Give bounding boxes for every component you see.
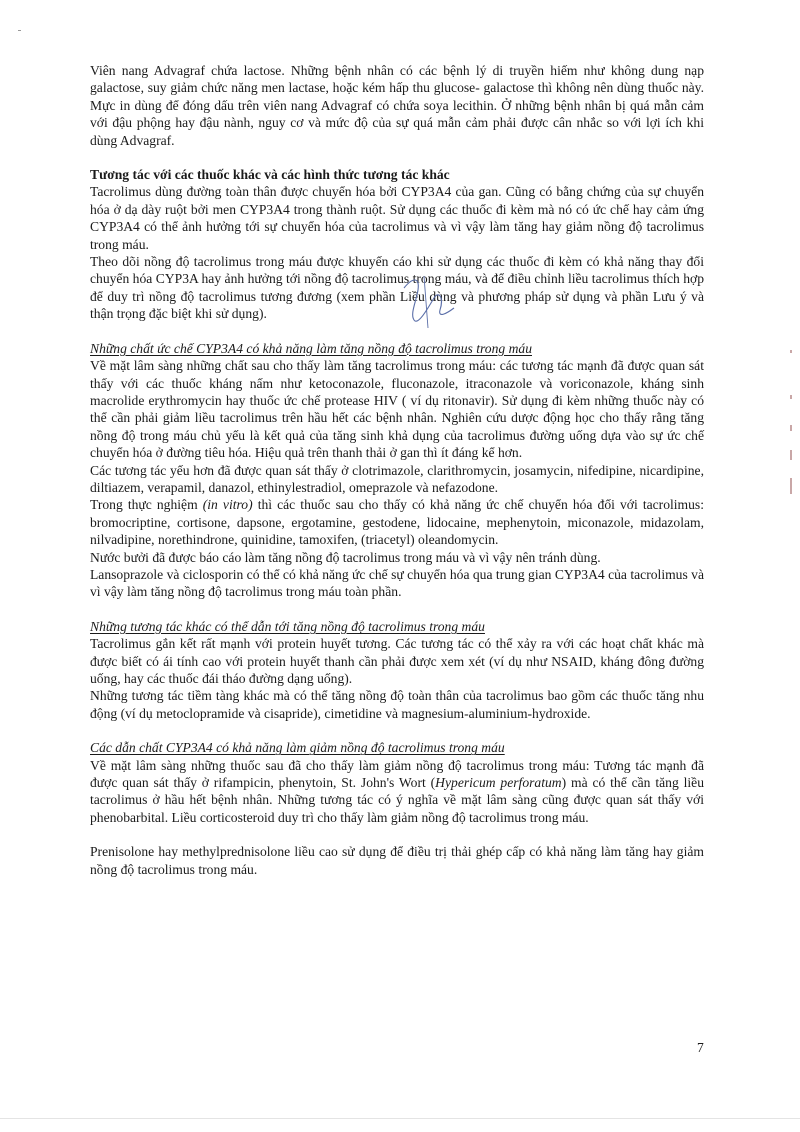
text: thì các thuốc sau cho thấy có khả năng ức chế chuyển hóa đối với tacrolimus: bromocriptine, cortisone, dapsone, ergotamine, gestodene, lidocaine, mephenytoin, miconazole, midazolam, nilvadipine, norethindrone, quinidine, tamoxifen, (triacetyl) oleandomycin. bbox=[90, 497, 704, 548]
subheading-cyp3a4-inducers: Các dẫn chất CYP3A4 có khả năng làm giảm nồng độ tacrolimus trong máu bbox=[90, 740, 505, 756]
scan-artifact bbox=[790, 395, 792, 399]
closing-paragraph: Prenisolone hay methylprednisolone liều cao sử dụng để điều trị thải ghép cấp có khả năng làm tăng hay giảm nồng độ tacrolimus trong máu. bbox=[90, 844, 704, 877]
hypericum-italic: Hypericum perforatum bbox=[435, 775, 562, 791]
subheading-cyp3a4-inhibitors: Những chất ức chế CYP3A4 có khả năng làm tăng nồng độ tacrolimus trong máu bbox=[90, 340, 532, 356]
scan-artifact bbox=[790, 425, 792, 431]
paragraph: Tacrolimus dùng đường toàn thân được chuyển hóa bởi CYP3A4 của gan. Cũng có bằng chứng của sự chuyển hóa ở dạ dày ruột bởi men CYP3A4 trong thành ruột. Sử dụng các thuốc đi kèm mà nó có ức chế hay cảm ứng CYP3A4 có thể ảnh hưởng tới sự chuyển hóa của tacrolimus và vì vậy làm tăng hay giảm nồng độ tacrolimus trong máu. bbox=[90, 184, 704, 252]
section-heading-interactions: Tương tác với các thuốc khác và các hình thức tương tác khác bbox=[90, 167, 450, 183]
in-vitro-italic: (in vitro) bbox=[202, 497, 253, 513]
paragraph: Theo dõi nồng độ tacrolimus trong máu được khuyến cáo khi sử dụng các thuốc đi kèm có khả năng thay đổi chuyển hóa CYP3A hay ảnh hưởng tới nồng độ tacrolimus trong máu, và để điều chỉnh liều tacrolimus thích hợp để duy trì nồng độ tacrolimus tương đương (xem phần Liều dùng và phương pháp sử dụng và phần Lưu ý và thận trọng đặc biệt khi sử dụng). bbox=[90, 254, 704, 322]
paragraph-inducers bbox=[90, 757, 704, 827]
paragraph: Về mặt lâm sàng những chất sau cho thấy làm tăng tacrolimus trong máu: các tương tác mạnh đã được quan sát thấy với các thuốc kháng nấm như ketoconazole, fluconazole, itraconazole và voriconazole, kháng sinh macrolide erythromycin hay thuốc ức chế protease HIV ( ví dụ ritonavir). Sử dụng đi kèm những thuốc này có thể cần phải giảm liều tacrolimus trên hầu hết các bệnh nhân. Nghiên cứu dược động học cho thấy rằng tăng nồng độ trong máu chủ yếu là kết quả của tăng sinh khả dụng của tacrolimus đường uống dựa vào sự ức chế chuyển hóa ở đường tiêu hóa. Hiệu quả trên thanh thải ở gan thì ít đáng kể hơn. bbox=[90, 358, 704, 461]
handwritten-signature-mark bbox=[384, 268, 474, 338]
paragraph: Các tương tác yếu hơn đã được quan sát thấy ở clotrimazole, clarithromycin, josamycin, nifedipine, nicardipine, diltiazem, verapamil, danazol, ethinylestradiol, omeprazole và nefazodone. bbox=[90, 462, 704, 495]
text: Trong thực nghiệm bbox=[90, 497, 203, 513]
paragraph-in-vitro bbox=[90, 496, 704, 548]
text: ) mà có thể cần tăng liều tacrolimus ở hầu hết bệnh nhân. Những tương tác có ý nghĩa về mặt lâm sàng cũng được quan sát thấy với phenobarbital. Liều corticosteroid duy trì cho thấy làm giảm nồng độ tacrolimus trong máu. bbox=[90, 775, 704, 825]
text: Về mặt lâm sàng những thuốc sau đã cho thấy làm giảm nồng độ tacrolimus trong máu: Tương tác mạnh đã được quan sát thấy ở rifampicin, phenytoin, St. John's Wort ( bbox=[90, 757, 704, 791]
scan-speck bbox=[18, 30, 21, 31]
scan-artifact bbox=[790, 450, 792, 460]
subheading-other-interactions: Những tương tác khác có thể dẫn tới tăng nồng độ tacrolimus trong máu bbox=[90, 618, 485, 634]
paragraph: Tacrolimus gắn kết rất mạnh với protein huyết tương. Các tương tác có thể xảy ra với các hoạt chất khác mà được biết có ái tính cao với protein huyết thanh cần phải được xem xét (ví dụ như NSAID, kháng đông đường uống, hay các thuốc đái tháo đường dạng uống). bbox=[90, 636, 704, 686]
document-page bbox=[90, 62, 704, 878]
paragraph: Nước bưởi đã được báo cáo làm tăng nồng độ tacrolimus trong máu và vì vậy nên tránh dùng. bbox=[90, 549, 601, 565]
page-edge bbox=[0, 1118, 800, 1119]
scan-artifact bbox=[790, 350, 792, 353]
page-number: 7 bbox=[697, 1040, 704, 1055]
paragraph: Những tương tác tiềm tàng khác mà có thể tăng nồng độ toàn thân của tacrolimus bao gồm các thuốc tăng nhu động (ví dụ metoclopramide và cisapride), cimetidine và magnesium-aluminium-hydroxide. bbox=[90, 688, 704, 721]
paragraph: Lansoprazole và ciclosporin có thể có khả năng ức chế sự chuyển hóa qua trung gian CYP3A4 của tacrolimus và vì vậy làm tăng nồng độ tacrolimus trong máu toàn phần. bbox=[90, 566, 704, 600]
scan-artifact bbox=[790, 478, 792, 494]
intro-paragraph: Viên nang Advagraf chứa lactose. Những bệnh nhân có các bệnh lý di truyền hiếm như không dung nạp galactose, suy giảm chức năng men lactase, hoặc kém hấp thu glucose- galactose thì không nên dùng thuốc này. Mực in dùng để đóng dấu trên viên nang Advagraf có chứa soya lecithin. Ở những bệnh nhân bị quá mẫn cảm với đậu phộng hay đậu nành, nguy cơ và mức độ của sự quá mẫn cảm phải được cân nhắc so với lợi ích khi dùng Advagraf. bbox=[90, 63, 704, 148]
